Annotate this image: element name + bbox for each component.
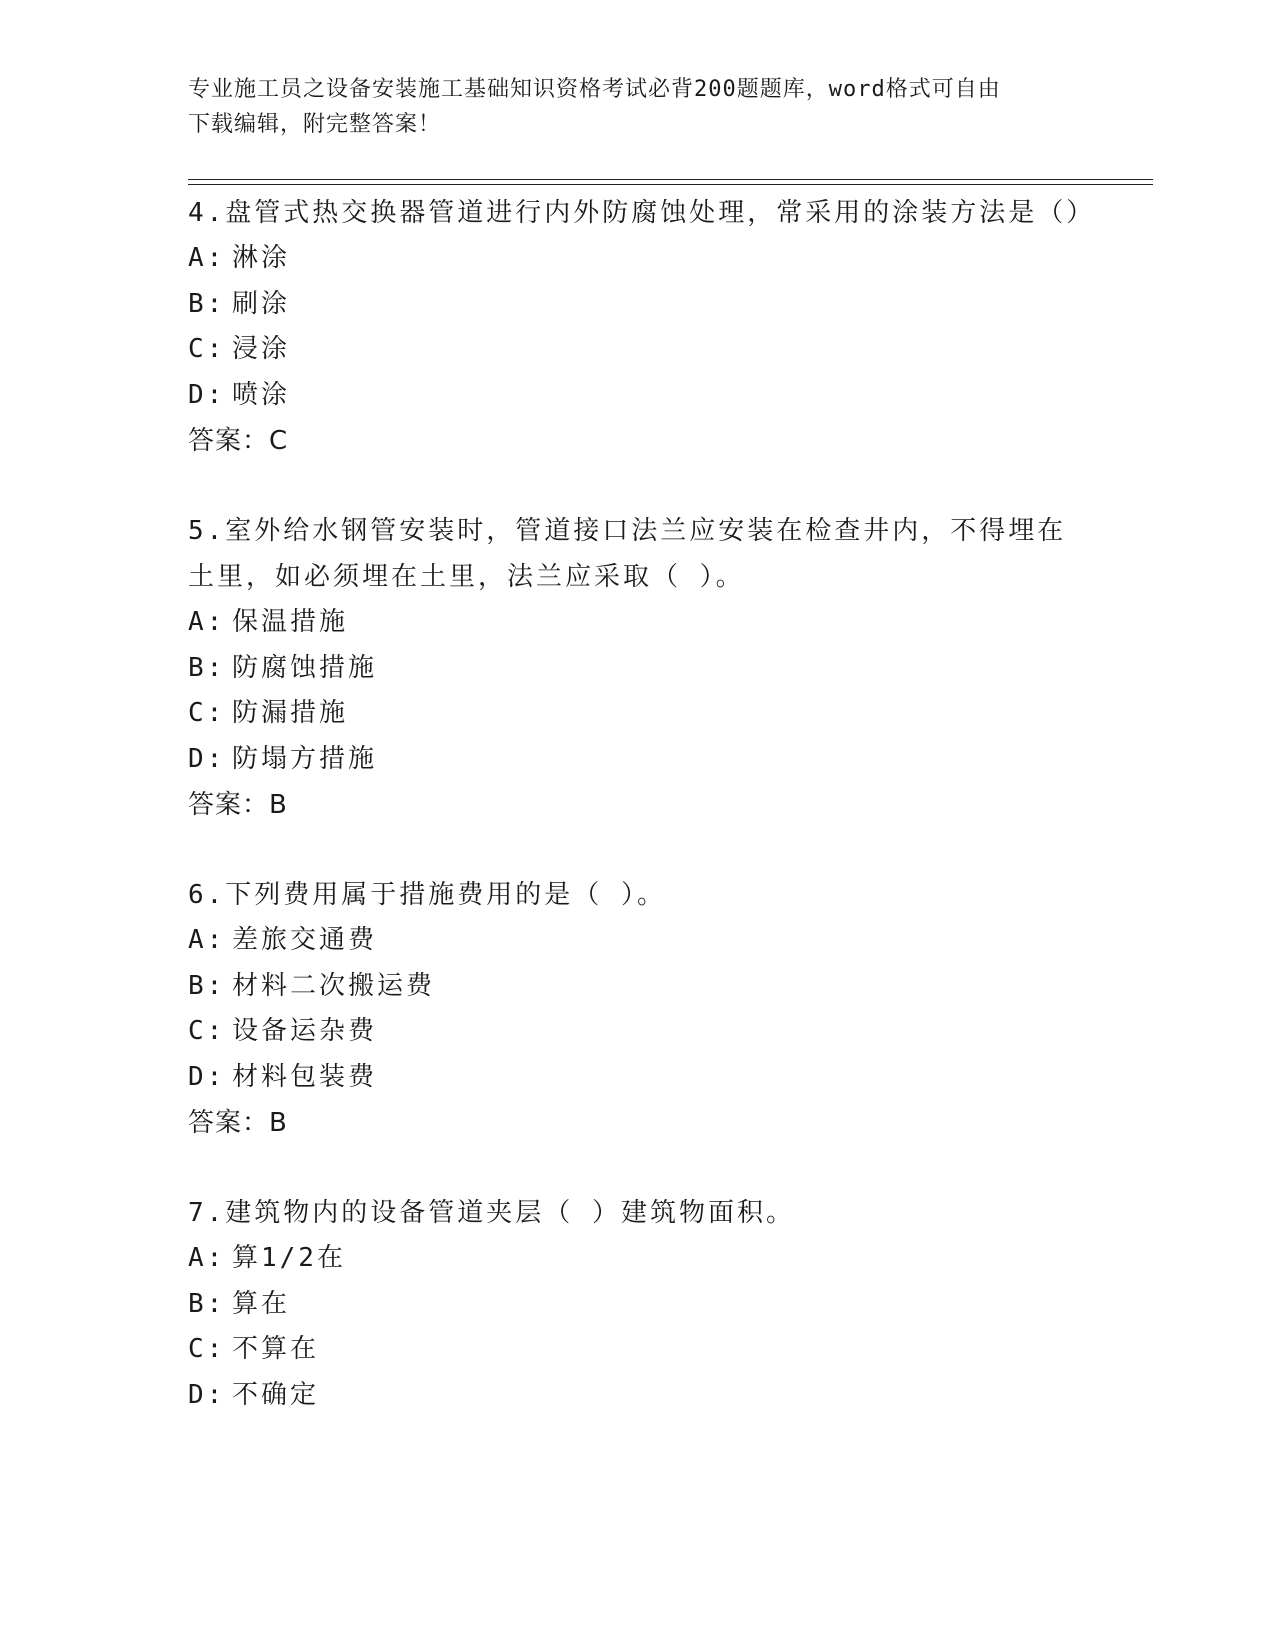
option-text: 算在 (232, 1288, 291, 1319)
option-text: 防塌方措施 (232, 743, 378, 774)
option-a (188, 918, 1088, 964)
option-letter: B: (188, 288, 226, 319)
option-b (188, 964, 1088, 1010)
option-a (188, 600, 1088, 646)
option-text: 浸涂 (232, 334, 291, 364)
option-text: 不算在 (232, 1334, 320, 1364)
answer-line: 答案：B (188, 790, 288, 820)
option-letter: B: (188, 1288, 226, 1319)
question-item (188, 1190, 1088, 1418)
option-d (188, 373, 1088, 419)
option-b (188, 646, 1088, 692)
option-text: 防漏措施 (232, 698, 349, 728)
option-letter: D: (188, 743, 226, 774)
header-title-line-2: 下载编辑，附完整答案！ (188, 112, 442, 137)
option-text: 算1/2在 (232, 1243, 346, 1273)
option-text: 设备运杂费 (232, 1016, 378, 1046)
option-letter: B: (188, 970, 226, 1001)
option-c (188, 327, 1088, 373)
question-item (188, 872, 1088, 1146)
option-a (188, 1236, 1088, 1282)
question-item (188, 190, 1096, 464)
option-letter: A: (188, 925, 226, 955)
option-text: 喷涂 (232, 379, 291, 410)
option-text: 刷涂 (232, 288, 291, 319)
option-letter: A: (188, 243, 226, 273)
question-list (188, 190, 1096, 1462)
option-b (188, 1282, 1088, 1328)
question-stem: 6.下列费用属于措施费用的是（ ）。 (188, 880, 666, 910)
option-c (188, 1009, 1088, 1055)
option-letter: C: (188, 1016, 226, 1046)
option-d (188, 737, 1088, 783)
option-text: 差旅交通费 (232, 925, 378, 955)
option-c (188, 1327, 1088, 1373)
question-stem: 4.盘管式热交换器管道进行内外防腐蚀处理，常采用的涂装方法是（） (188, 198, 1096, 228)
option-letter: A: (188, 607, 226, 637)
option-letter: C: (188, 1334, 226, 1364)
question-stem: 5.室外给水钢管安装时，管道接口法兰应安装在检查井内，不得埋在土里，如必须埋在土里，法兰应采取（ ）。 (188, 516, 1067, 592)
option-d (188, 1055, 1088, 1101)
answer-line: 答案：B (188, 1108, 288, 1138)
option-letter: D: (188, 379, 226, 410)
header-title-line-1: 专业施工员之设备安装施工基础知识资格考试必背200题题库，word格式可自由 (188, 77, 1001, 102)
question-stem: 7.建筑物内的设备管道夹层（ ）建筑物面积。 (188, 1198, 795, 1228)
option-c (188, 691, 1088, 737)
document-header (188, 72, 1068, 142)
question-item (188, 508, 1088, 828)
answer-line: 答案：C (188, 426, 289, 456)
option-a (188, 236, 1088, 282)
option-text: 淋涂 (232, 243, 291, 273)
option-text: 防腐蚀措施 (232, 652, 378, 683)
option-letter: D: (188, 1379, 226, 1410)
option-letter: B: (188, 652, 226, 683)
header-divider-bottom (188, 184, 1153, 185)
option-b (188, 282, 1088, 328)
option-letter: C: (188, 698, 226, 728)
option-d (188, 1373, 1088, 1419)
option-text: 保温措施 (232, 607, 349, 637)
header-divider-top (188, 179, 1153, 180)
option-text: 不确定 (232, 1379, 320, 1410)
option-letter: C: (188, 334, 226, 364)
option-text: 材料包装费 (232, 1061, 378, 1092)
option-text: 材料二次搬运费 (232, 970, 436, 1001)
option-letter: D: (188, 1061, 226, 1092)
option-letter: A: (188, 1243, 226, 1273)
